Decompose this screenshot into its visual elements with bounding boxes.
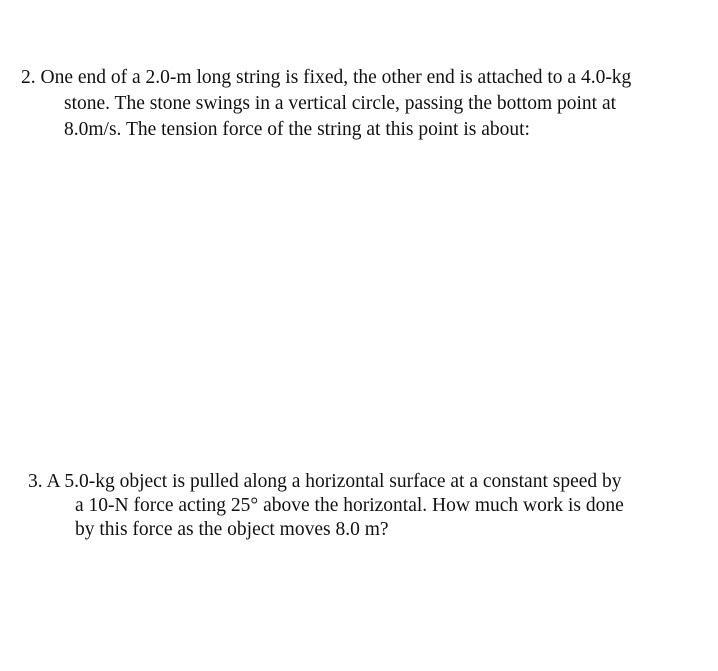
question-2-text-line-1: One end of a 2.0-m long string is fixed, the other end is attached to a 4.0-kg bbox=[40, 67, 632, 88]
question-2-line-1 bbox=[21, 65, 631, 91]
question-3-number: 3. bbox=[28, 471, 43, 492]
question-2-text-line-2: stone. The stone swings in a vertical circle, passing the bottom point at bbox=[64, 93, 617, 114]
question-3-text-line-1: A 5.0-kg object is pulled along a horizontal surface at a constant speed by bbox=[46, 471, 622, 492]
question-2 bbox=[21, 65, 631, 143]
question-3-text-line-2: a 10-N force acting 25° above the horizontal. How much work is done bbox=[75, 495, 624, 516]
question-3-line-1 bbox=[28, 470, 624, 494]
question-3-text-line-3: by this force as the object moves 8.0 m? bbox=[75, 519, 389, 540]
question-3 bbox=[28, 470, 624, 542]
question-2-number: 2. bbox=[21, 67, 36, 88]
question-2-text-line-3: 8.0m/s. The tension force of the string at this point is about: bbox=[64, 119, 530, 140]
